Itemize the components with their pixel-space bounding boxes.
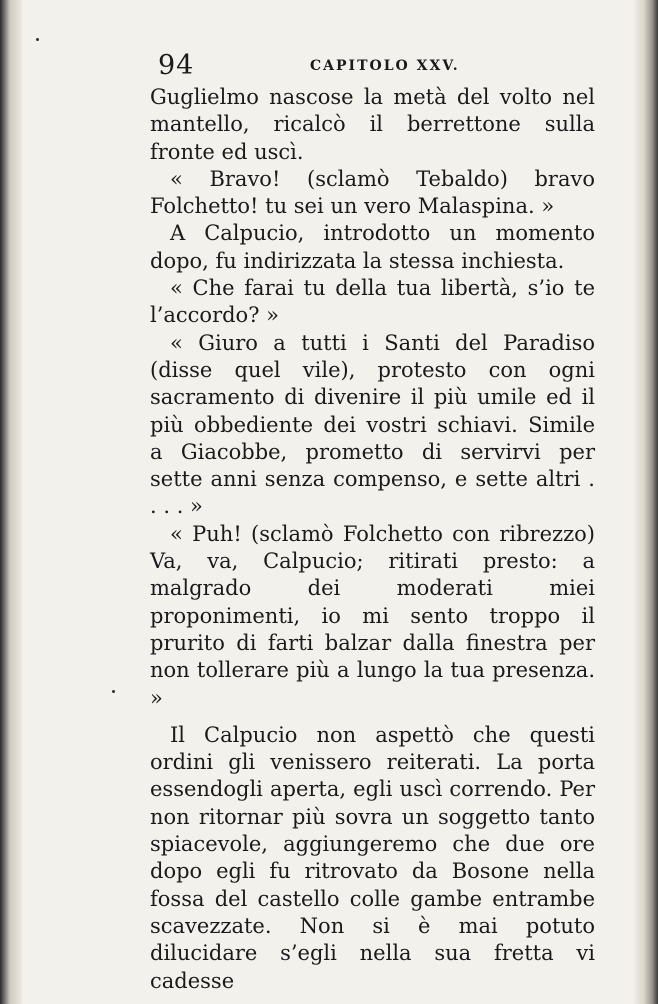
paragraph: Il Calpucio non aspettò che questi ordini gli venissero reiterati. La porta essendogli aperta, egli uscì correndo. Per non ritornar più sovra un soggetto tanto spiacevole, aggiungeremo che due ore dopo egli fu ritrovato da Bosone nella fossa del castello colle gambe entrambe scavezzate. Non si è mai potuto dilucidare s’egli nella sua fretta vi cadesse — [150, 722, 595, 993]
body-text — [150, 84, 595, 995]
paragraph: « Che farai tu della tua libertà, s’io te l’accordo? » — [150, 276, 595, 328]
paragraph: « Giuro a tutti i Santi del Paradiso (disse quel vile), protesto con ogni sacramento di divenire il più umile ed il più obbediente dei vostri schiavi. Simile a Giacobbe, prometto di servirvi per sette anni senza compenso, e sette altri . . . . » — [150, 330, 595, 519]
paper-speck — [36, 38, 39, 41]
paper-speck — [112, 690, 115, 693]
paragraph: Guglielmo nascose la metà del volto nel mantello, ricalcò il berrettone sulla fronte ed uscì. — [150, 85, 595, 164]
running-header — [150, 48, 595, 84]
paragraph: A Calpucio, introdotto un momento dopo, fu indirizzata la stessa inchiesta. — [150, 221, 595, 273]
paragraph: « Bravo! (sclamò Tebaldo) bravo Folchetto! tu sei un vero Malaspina. » — [150, 166, 595, 219]
book-gutter-shadow — [0, 0, 22, 1004]
chapter-title: CAPITOLO XXV. — [310, 58, 460, 74]
page-number: 94 — [158, 50, 195, 81]
book-page — [150, 48, 595, 995]
paragraph: « Puh! (sclamò Folchetto con ribrezzo) Va, va, Calpucio; ritirati presto: a malgrado dei moderati miei proponimenti, io mi sento troppo il prurito di farti balzar dalla finestra per non tollerare più a lungo la tua presenza. » — [150, 521, 595, 710]
page-edge-shadow — [632, 0, 658, 1004]
